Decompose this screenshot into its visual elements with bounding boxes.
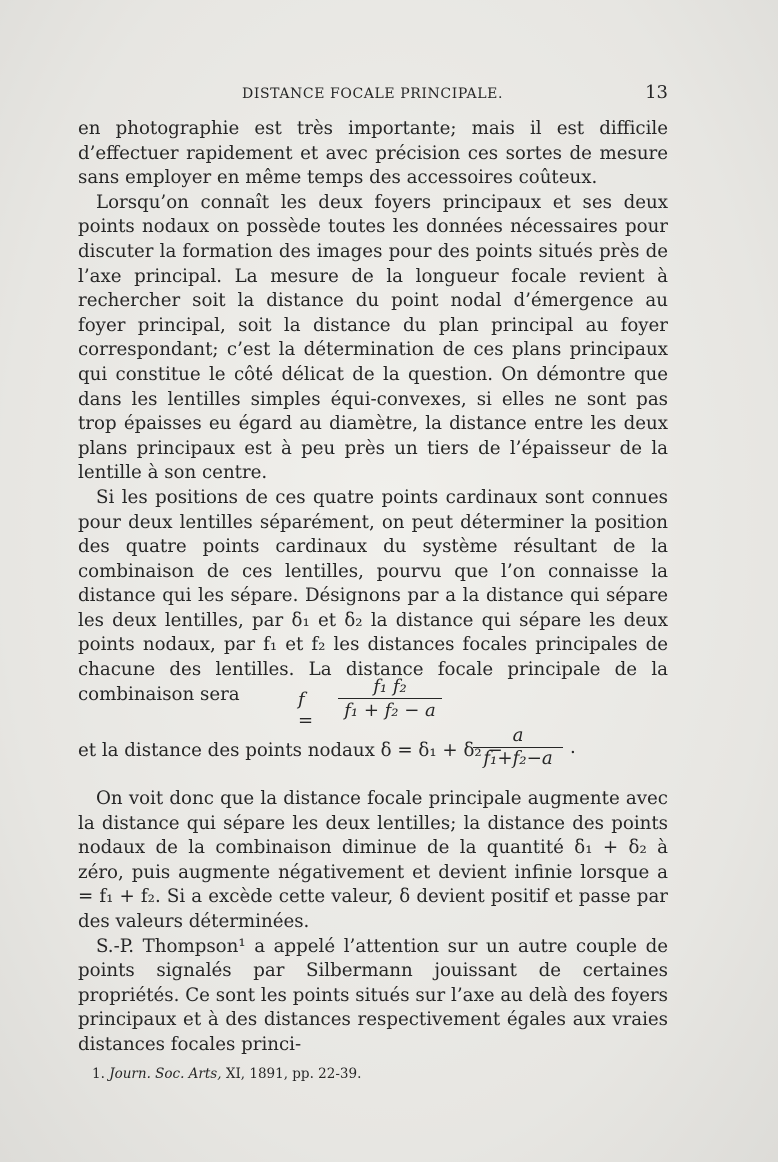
footnote <box>92 1066 361 1082</box>
fraction <box>338 676 442 721</box>
fraction-denominator: f₁ + f₂ − a <box>344 700 436 721</box>
paragraph: S.-P. Thompson¹ a appelé l’attention sur un autre couple de points signalés par Silbermann jouissant de certaines propriétés. Ce sont les points situés sur l’axe au delà des foyers principaux et à des distances respectivement égales aux vraies distances focales princi- <box>78 935 668 1055</box>
fraction-numerator: f₁ f₂ <box>373 676 407 697</box>
footnote-journal: Journ. Soc. Arts, <box>109 1066 222 1082</box>
equation-lhs: f = <box>298 689 314 731</box>
body-text-top <box>78 117 668 707</box>
paragraph: Lorsqu’on connaît les deux foyers principaux et ses deux points nodaux on possède toutes les données nécessaires pour discuter la formation des images pour des points situés près de l’axe principal. La mesure de la longueur focale revient à rechercher soit la distance du point nodal d’émergence au foyer principal, soit la distance du plan principal au foyer correspondant; c’est la détermination de ces plans principaux qui constitue le côté délicat de la question. On démontre que dans les lentilles simples équi-convexes, si elles ne sont pas trop épaisses eu égard au diamètre, la distance entre les deux plans principaux est à peu près un tiers de l’épaisseur de la lentille à son centre. <box>78 191 668 484</box>
fraction-denominator: f₁+f₂−a <box>483 748 553 769</box>
page-number: 13 <box>645 82 668 103</box>
paragraph: en photographie est très importante; mais il est difficile d’effectuer rapidement et avec précision ces sortes de mesure sans employer en même temps des accessoires coûteux. <box>78 118 668 189</box>
equation-lead-text: et la distance des points nodaux δ = δ₁ + δ₂ − <box>78 740 503 761</box>
fraction <box>473 725 563 769</box>
body-text-bottom <box>78 787 668 1058</box>
paragraph: On voit donc que la distance focale principale augmente avec la distance qui sépare les deux lentilles; la distance des points nodaux de la combinaison diminue de la quantité δ₁ + δ₂ à zéro, puis augmente négativement et devient infinie lorsque a = f₁ + f₂. Si a excède cette valeur, δ devient positif et passe par des valeurs déterminées. <box>78 788 668 932</box>
footnote-reference: XI, 1891, pp. 22-39. <box>225 1066 362 1082</box>
equation-end-mark: . <box>570 737 576 758</box>
paragraph: Si les positions de ces quatre points cardinaux sont connues pour deux lentilles séparément, on peut déterminer la position des quatre points cardinaux du système résultant de la combinaison de ces lentilles, pourvu que l’on connaisse la distance qui les sépare. Désignons par a la distance qui sépare les deux lentilles, par δ₁ et δ₂ la distance qui sépare les deux points nodaux, par f₁ et f₂ les distances focales principales de chacune des lentilles. La distance focale principale de la combinaison sera <box>78 486 668 705</box>
fraction-bar <box>338 698 442 699</box>
fraction-numerator: a <box>512 725 524 746</box>
running-title: DISTANCE FOCALE PRINCIPALE. <box>242 86 504 102</box>
footnote-number: 1. <box>92 1066 105 1082</box>
